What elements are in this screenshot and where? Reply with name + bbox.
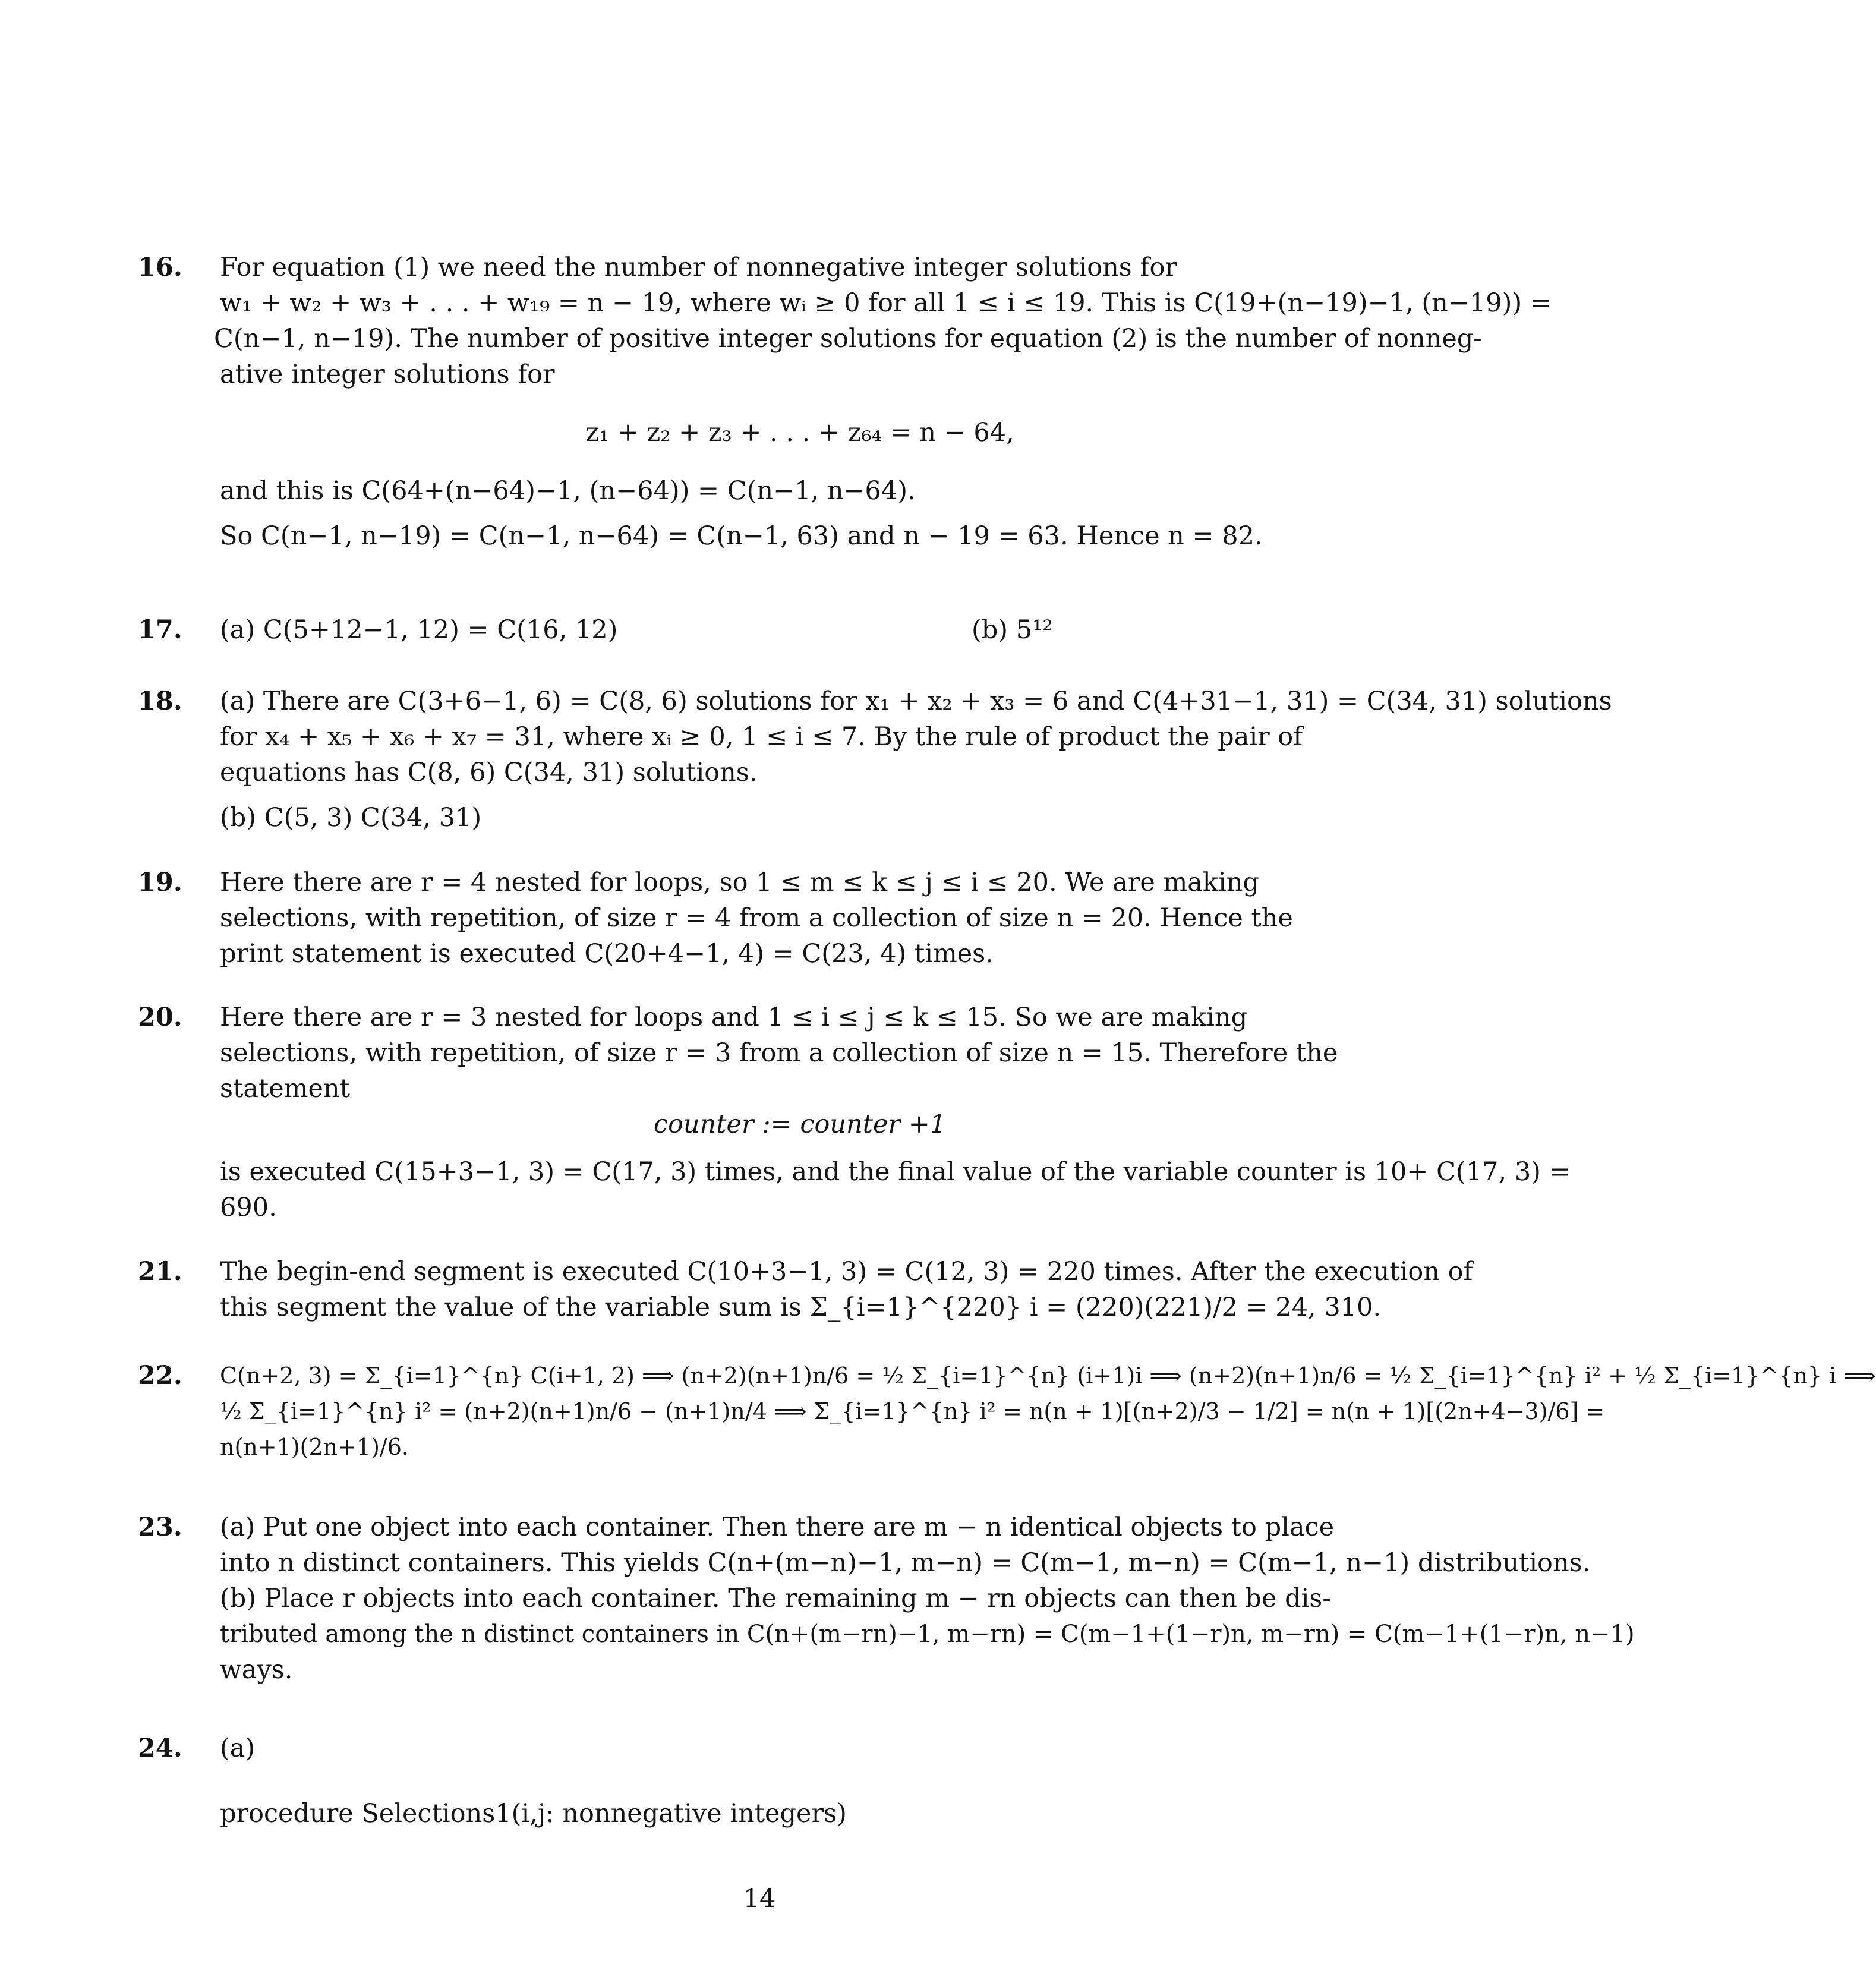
text-line: print statement is executed C(20+4−1, 4) = C(23, 4) times. <box>220 939 994 969</box>
problem-body <box>220 1509 1635 1688</box>
problem-20 <box>138 1000 1571 1237</box>
part-a: (a) C(5+12−1, 12) = C(16, 12) <box>220 615 618 645</box>
problem-number: 19. <box>138 868 182 897</box>
text-line: The begin-end segment is executed C(10+3−1, 3) = C(12, 3) = 220 times. After the execution of <box>220 1257 1473 1287</box>
problem-number: 22. <box>138 1361 182 1391</box>
problem-22 <box>138 1358 1876 1495</box>
problem-body <box>214 250 1552 554</box>
text-line: Here there are r = 4 nested for loops, so 1 ≤ m ≤ k ≤ j ≤ i ≤ 20. We are making <box>220 868 1259 897</box>
text-line: equations has C(8, 6) C(34, 31) solutions. <box>220 758 758 787</box>
text-line: 690. <box>220 1193 277 1222</box>
problem-17 <box>138 612 1380 654</box>
problem-number: 23. <box>138 1512 182 1542</box>
part-label: (a) <box>220 1733 256 1763</box>
problem-16 <box>138 250 1552 570</box>
problem-body <box>220 1000 1571 1225</box>
text-line: (b) Place r objects into each container. The remaining m − rn objects can then be dis- <box>220 1584 1331 1613</box>
text-line: ways. <box>220 1655 293 1685</box>
text-line: So C(n−1, n−19) = C(n−1, n−64) = C(n−1, 63) and n − 19 = 63. Hence n = 82. <box>220 521 1263 551</box>
text-line: C(n−1, n−19). The number of positive integer solutions for equation (2) is the number of nonneg- <box>214 324 1482 354</box>
part-b: (b) 5¹² <box>972 615 1053 645</box>
text-line: selections, with repetition, of size r = 4 from a collection of size n = 20. Hence the <box>220 903 1293 933</box>
text-line: is executed C(15+3−1, 3) = C(17, 3) times, and the final value of the variable counter is 10+ C(17, 3) = <box>220 1157 1571 1187</box>
problem-number: 16. <box>138 253 182 282</box>
problem-body <box>220 865 1380 972</box>
problem-number: 24. <box>138 1733 182 1763</box>
text-line: w₁ + w₂ + w₃ + . . . + w₁₉ = n − 19, where wᵢ ≥ 0 for all 1 ≤ i ≤ 19. This is C(19+(n−19)−1, (n−19)) = <box>220 288 1552 318</box>
problem-body <box>220 612 1380 648</box>
problem-21 <box>138 1254 1473 1337</box>
text-line: (b) C(5, 3) C(34, 31) <box>220 803 482 833</box>
text-line: tributed among the n distinct containers in C(n+(m−rn)−1, m−rn) = C(m−1+(1−r)n, m−rn) = C(m−1+(1−r)n, n−1) <box>220 1621 1635 1648</box>
text-line: (a) There are C(3+6−1, 6) = C(8, 6) solutions for x₁ + x₂ + x₃ = 6 and C(4+31−1, 31) = C(34, 31) solutions <box>220 686 1612 716</box>
text-line: C(n+2, 3) = Σ_{i=1}^{n} C(i+1, 2) ⟹ (n+2)(n+1)n/6 = ½ Σ_{i=1}^{n} (i+1)i ⟹ (n+2)(n+1)n/6 = ½ Σ_{i=1}^{n} i² + ½ Σ_{i=1}^{n} i ⟹ <box>220 1363 1876 1389</box>
text-line: For equation (1) we need the number of nonnegative integer solutions for <box>220 253 1177 282</box>
problem-24 <box>138 1730 1380 1837</box>
text-line: ative integer solutions for <box>220 360 555 389</box>
text-line: statement <box>220 1074 350 1104</box>
text-line: n(n+1)(2n+1)/6. <box>220 1434 409 1460</box>
display-equation: counter := counter +1 <box>653 1109 947 1139</box>
problem-23 <box>138 1509 1635 1711</box>
text-line: ½ Σ_{i=1}^{n} i² = (n+2)(n+1)n/6 − (n+1)n/4 ⟹ Σ_{i=1}^{n} i² = n(n + 1)[(n+2)/3 − 1/2] = n(n + 1)[(2n+4−3)/6] = <box>220 1398 1605 1424</box>
problem-number: 21. <box>138 1257 182 1287</box>
problem-number: 20. <box>138 1003 182 1032</box>
problem-body <box>220 1254 1473 1325</box>
text-line: (a) Put one object into each container. Then there are m − n identical objects to place <box>220 1512 1335 1542</box>
display-equation: z₁ + z₂ + z₃ + . . . + z₆₄ = n − 64, <box>585 418 1014 447</box>
problem-number: 18. <box>138 686 182 716</box>
text-line: selections, with repetition, of size r = 3 from a collection of size n = 15. Therefore the <box>220 1038 1338 1068</box>
text-line: Here there are r = 3 nested for loops and 1 ≤ i ≤ j ≤ k ≤ 15. So we are making <box>220 1003 1248 1032</box>
problem-number: 17. <box>138 615 182 645</box>
procedure-header: procedure Selections1(i,j: nonnegative integers) <box>220 1799 847 1829</box>
problem-18 <box>138 683 1612 856</box>
text-line: and this is C(64+(n−64)−1, (n−64)) = C(n−1, n−64). <box>220 476 916 506</box>
text-line: this segment the value of the variable sum is Σ_{i=1}^{220} i = (220)(221)/2 = 24, 310. <box>220 1292 1382 1322</box>
problem-19 <box>138 865 1380 983</box>
text-line: into n distinct containers. This yields C(n+(m−n)−1, m−n) = C(m−1, m−n) = C(m−1, n−1) distributions. <box>220 1548 1591 1578</box>
problem-body <box>220 683 1612 836</box>
page-number: 14 <box>743 1884 776 1913</box>
problem-body <box>220 1730 1380 1831</box>
problem-body <box>220 1358 1876 1465</box>
text-line: for x₄ + x₅ + x₆ + x₇ = 31, where xᵢ ≥ 0, 1 ≤ i ≤ 7. By the rule of product the pair of <box>220 722 1303 752</box>
